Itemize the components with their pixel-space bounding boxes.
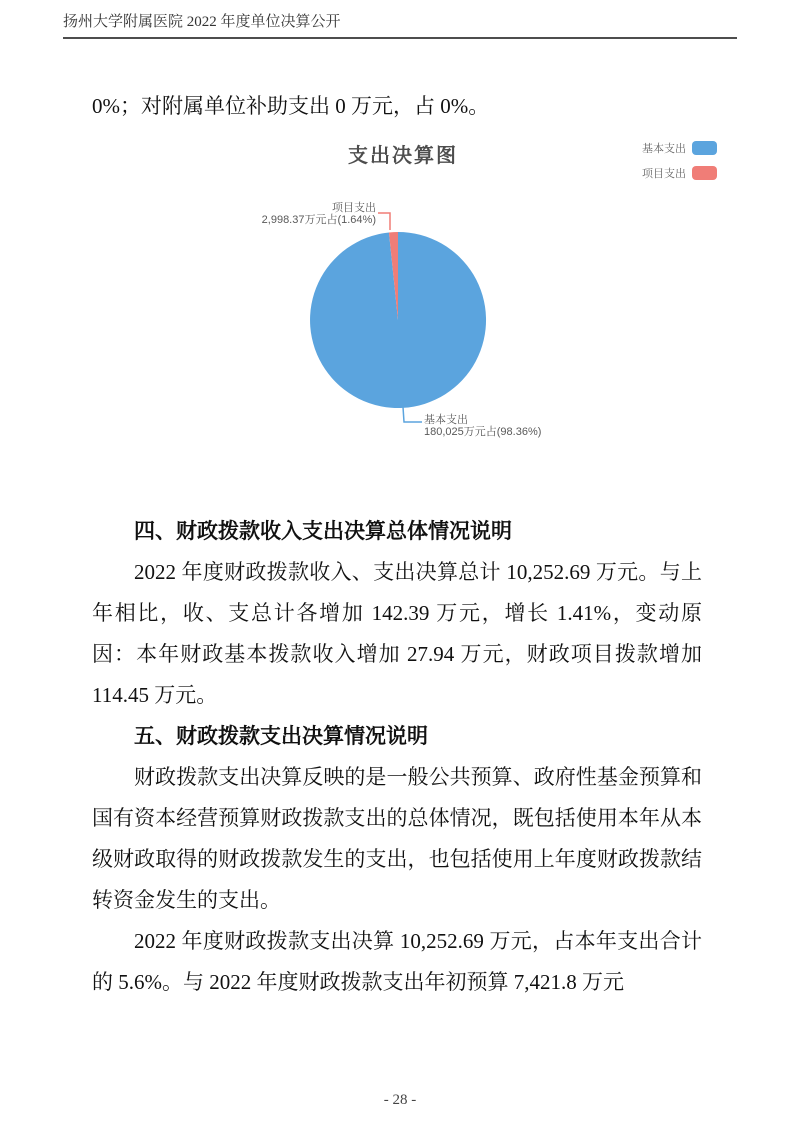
- pie-leader-line-基本支出: [403, 407, 422, 422]
- section-5-paragraph-2: 2022 年度财政拨款支出决算 10,252.69 万元，占本年支出合计的 5.6%。与 2022 年度财政拨款支出年初预算 7,421.8 万元: [92, 929, 702, 994]
- pie-svg: [60, 135, 740, 460]
- pie-label-basic-value: 180,025万元占(98.36%): [424, 426, 542, 438]
- page-header: 扬州大学附属医院 2022 年度单位决算公开: [63, 13, 737, 39]
- section-5-paragraph-1: 财政拨款支出决算反映的是一般公共预算、政府性基金预算和国有资本经营预算财政拨款支出的总体情况，既包括使用本年从本级财政取得的财政拨款发生的支出，也包括使用上年度财政拨款结转资金发生的支出。: [92, 765, 702, 912]
- pie-label-project-value: 2,998.37万元占(1.64%): [261, 214, 376, 226]
- section-heading-4: 四、财政拨款收入支出决算总体情况说明: [134, 519, 512, 543]
- pie-slice-基本支出: [310, 232, 486, 408]
- legend-label-project: 项目支出: [642, 168, 686, 180]
- section-4-paragraph-1: 2022 年度财政拨款收入、支出决算总计 10,252.69 万元。与上年相比，收、支总计各增加 142.39 万元，增长 1.41%，变动原因：本年财政基本拨款收入增加 27.94 万元，财政项目拨款增加 114.45 万元。: [92, 560, 702, 707]
- pie-leader-line-项目支出: [378, 213, 390, 230]
- pie-label-basic-name: 基本支出: [424, 414, 468, 426]
- pie-label-project: [262, 202, 376, 226]
- intro-paragraph: 0%；对附属单位补助支出 0 万元，占 0%。: [92, 94, 490, 118]
- body-text: [92, 511, 702, 1003]
- pie-label-project-name: 项目支出: [332, 202, 376, 214]
- expenditure-pie-chart: [60, 135, 740, 460]
- chart-title: 支出决算图: [348, 145, 458, 167]
- page-number: - 28 -: [383, 1092, 417, 1108]
- pie-label-basic: [424, 414, 541, 438]
- section-heading-5: 五、财政拨款支出决算情况说明: [134, 724, 428, 748]
- legend-label-basic: 基本支出: [642, 143, 686, 155]
